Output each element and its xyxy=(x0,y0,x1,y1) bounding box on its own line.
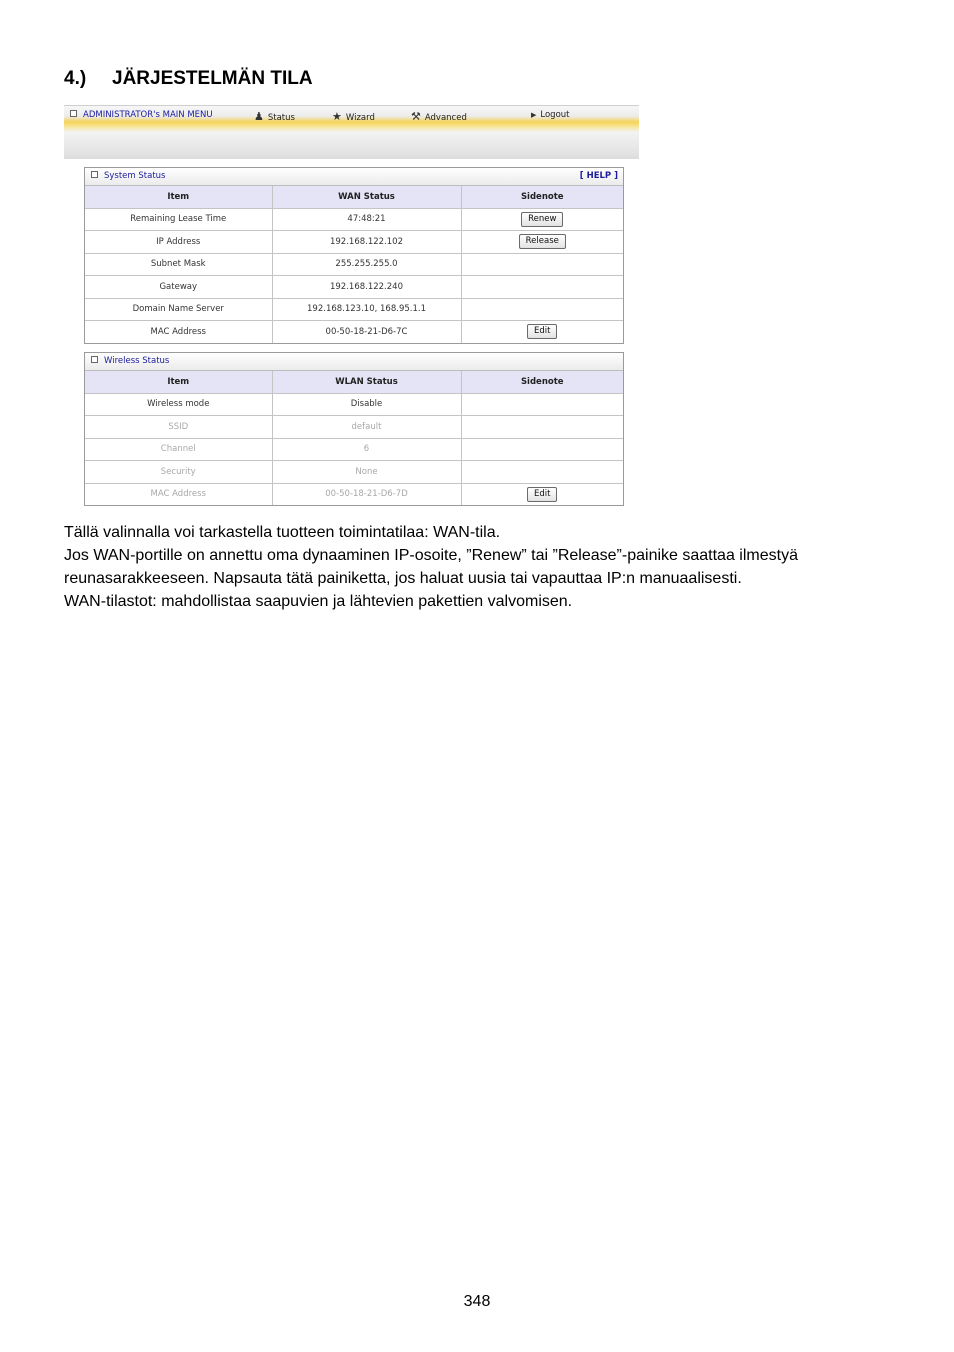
section-title: JÄRJESTELMÄN TILA xyxy=(112,68,313,89)
sidenote-cell xyxy=(461,298,623,321)
col-header-sidenote: Sidenote xyxy=(461,186,623,208)
edit-wlan-mac-button[interactable]: Edit xyxy=(527,487,557,502)
page-number: 348 xyxy=(463,1293,491,1310)
table-header-row xyxy=(85,186,623,208)
renew-button[interactable]: Renew xyxy=(521,212,563,227)
row-value: default xyxy=(272,416,461,439)
col-header-wan-status: WAN Status xyxy=(272,186,461,208)
row-label: Channel xyxy=(85,438,272,461)
table-row xyxy=(85,438,623,461)
wireless-status-table xyxy=(85,371,623,505)
row-label: Security xyxy=(85,461,272,484)
sidenote-cell xyxy=(461,276,623,299)
arrow-right-icon: ▶ xyxy=(531,111,537,119)
menu-wizard[interactable]: ★ Wizard xyxy=(332,110,375,123)
row-label: Domain Name Server xyxy=(85,298,272,321)
square-bullet-icon xyxy=(91,171,98,178)
row-value: 192.168.122.240 xyxy=(272,276,461,299)
row-label: Gateway xyxy=(85,276,272,299)
row-value: 192.168.123.10, 168.95.1.1 xyxy=(272,298,461,321)
row-value: 6 xyxy=(272,438,461,461)
system-status-table xyxy=(85,186,623,343)
table-header-row xyxy=(85,371,623,393)
description-text xyxy=(64,521,864,613)
sidenote-cell xyxy=(461,208,623,231)
row-label: MAC Address xyxy=(85,483,272,505)
table-row xyxy=(85,416,623,439)
col-header-item: Item xyxy=(85,371,272,393)
table-row xyxy=(85,208,623,231)
col-header-wlan-status: WLAN Status xyxy=(272,371,461,393)
table-row xyxy=(85,461,623,484)
sidenote-cell xyxy=(461,393,623,416)
wizard-icon: ★ xyxy=(332,110,342,123)
row-value: 255.255.255.0 xyxy=(272,253,461,276)
table-row xyxy=(85,231,623,254)
row-label: SSID xyxy=(85,416,272,439)
section-heading xyxy=(64,68,313,90)
release-button[interactable]: Release xyxy=(519,234,566,249)
sidenote-cell xyxy=(461,461,623,484)
table-row xyxy=(85,253,623,276)
col-header-sidenote: Sidenote xyxy=(461,371,623,393)
table-row xyxy=(85,276,623,299)
menu-status[interactable]: ♟ Status xyxy=(254,110,295,123)
wireless-status-title: Wireless Status xyxy=(85,353,623,371)
router-menu-bar xyxy=(64,105,639,159)
admin-main-menu[interactable]: ADMINISTRATOR's MAIN MENU xyxy=(70,110,213,120)
help-link[interactable]: [ HELP ] xyxy=(579,171,618,181)
table-row xyxy=(85,483,623,505)
sidenote-cell xyxy=(461,483,623,505)
wireless-status-panel xyxy=(84,352,624,506)
system-status-title: System Status [ HELP ] xyxy=(85,168,623,186)
row-value: Disable xyxy=(272,393,461,416)
section-number: 4.) xyxy=(64,68,87,89)
person-icon: ♟ xyxy=(254,110,264,123)
row-value: 47:48:21 xyxy=(272,208,461,231)
paragraph: Tällä valinnalla voi tarkastella tuotteen toimintatilaa: WAN-tila. xyxy=(64,524,501,541)
sidenote-cell xyxy=(461,253,623,276)
row-label: Wireless mode xyxy=(85,393,272,416)
col-header-item: Item xyxy=(85,186,272,208)
table-row xyxy=(85,393,623,416)
tools-icon: ⚒ xyxy=(411,110,421,123)
square-bullet-icon xyxy=(91,356,98,363)
menu-logout[interactable]: ▶ Logout xyxy=(531,110,570,120)
row-label: Remaining Lease Time xyxy=(85,208,272,231)
row-value: 192.168.122.102 xyxy=(272,231,461,254)
edit-mac-button[interactable]: Edit xyxy=(527,324,557,339)
system-status-panel xyxy=(84,167,624,344)
sidenote-cell xyxy=(461,231,623,254)
sidenote-cell xyxy=(461,321,623,343)
menu-advanced[interactable]: ⚒ Advanced xyxy=(411,110,467,123)
row-label: Subnet Mask xyxy=(85,253,272,276)
paragraph: Jos WAN-portille on annettu oma dynaaminen IP-osoite, ”Renew” tai ”Release”-painike saattaa ilmestyä reunasarakkeeseen. Napsauta tätä painiketta, jos haluat uusia tai vapauttaa IP:n manuaalisesti. xyxy=(64,547,798,587)
row-label: IP Address xyxy=(85,231,272,254)
table-row xyxy=(85,321,623,343)
sidenote-cell xyxy=(461,438,623,461)
table-row xyxy=(85,298,623,321)
row-value: 00-50-18-21-D6-7D xyxy=(272,483,461,505)
sidenote-cell xyxy=(461,416,623,439)
row-value: 00-50-18-21-D6-7C xyxy=(272,321,461,343)
row-value: None xyxy=(272,461,461,484)
square-bullet-icon xyxy=(70,110,77,117)
paragraph: WAN-tilastot: mahdollistaa saapuvien ja lähtevien pakettien valvomisen. xyxy=(64,593,573,610)
row-label: MAC Address xyxy=(85,321,272,343)
